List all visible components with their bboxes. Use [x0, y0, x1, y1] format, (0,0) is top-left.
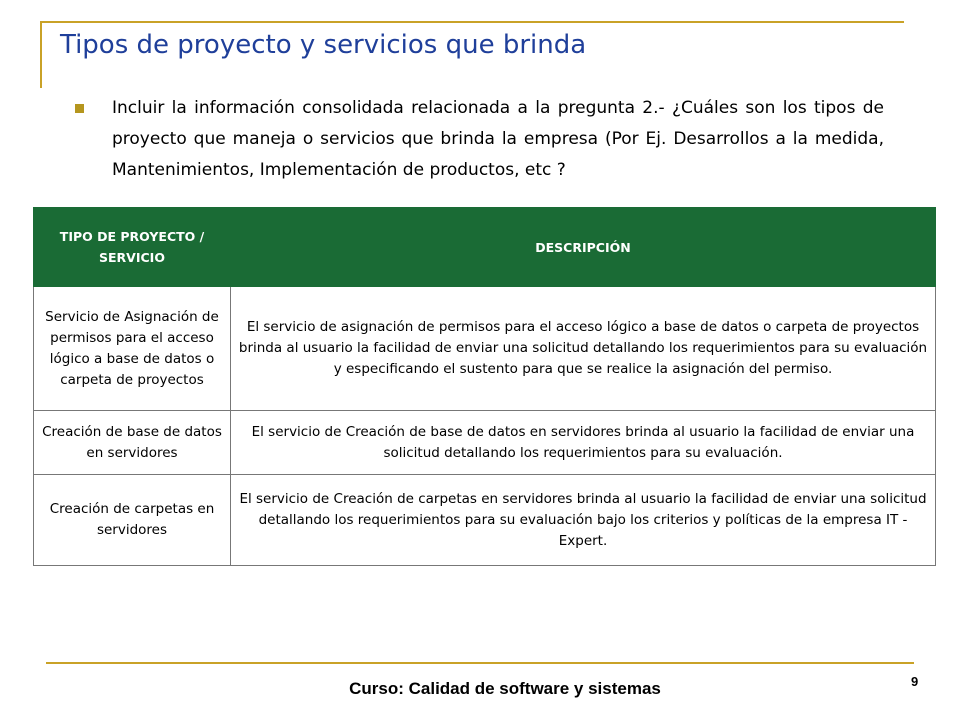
table-row: [34, 287, 936, 411]
title-frame-left-line: [40, 21, 42, 88]
service-type-cell: Creación de carpetas en servidores: [34, 475, 231, 566]
table-header-row: [34, 208, 936, 287]
service-type-cell: Creación de base de datos en servidores: [34, 411, 231, 475]
footer-divider: [46, 662, 914, 664]
service-type-cell: Servicio de Asignación de permisos para el acceso lógico a base de datos o carpeta de proyectos: [34, 287, 231, 411]
header-description: DESCRIPCIÓN: [231, 208, 936, 287]
header-type: TIPO DE PROYECTO / SERVICIO: [34, 208, 231, 287]
footer-course-title: Curso: Calidad de software y sistemas: [349, 679, 661, 698]
service-description-cell: El servicio de Creación de base de datos en servidores brinda al usuario la facilidad de enviar una solicitud detallando los requerimientos para su evaluación.: [231, 411, 936, 475]
services-table: [33, 207, 936, 566]
bullet-text: Incluir la información consolidada relacionada a la pregunta 2.- ¿Cuáles son los tipos de proyecto que maneja o servicios que brinda la empresa (Por Ej. Desarrollos a la medida, Mantenimientos, Implementación de productos, etc ?: [112, 98, 884, 180]
table-row: [34, 475, 936, 566]
table-row: [34, 411, 936, 475]
bullet-square-icon: [75, 104, 84, 113]
service-description-cell: El servicio de asignación de permisos para el acceso lógico a base de datos o carpeta de proyectos brinda al usuario la facilidad de enviar una solicitud detallando los requerimientos para su evaluación y especificando el sustento para que se realice la asignación del permiso.: [231, 287, 936, 411]
page-number: 9: [911, 674, 919, 689]
slide-title: Tipos de proyecto y servicios que brinda: [60, 30, 587, 60]
title-frame-top-line: [40, 21, 904, 23]
service-description-cell: El servicio de Creación de carpetas en servidores brinda al usuario la facilidad de enviar una solicitud detallando los requerimientos para su evaluación bajo los criterios y políticas de la empresa IT - Expert.: [231, 475, 936, 566]
